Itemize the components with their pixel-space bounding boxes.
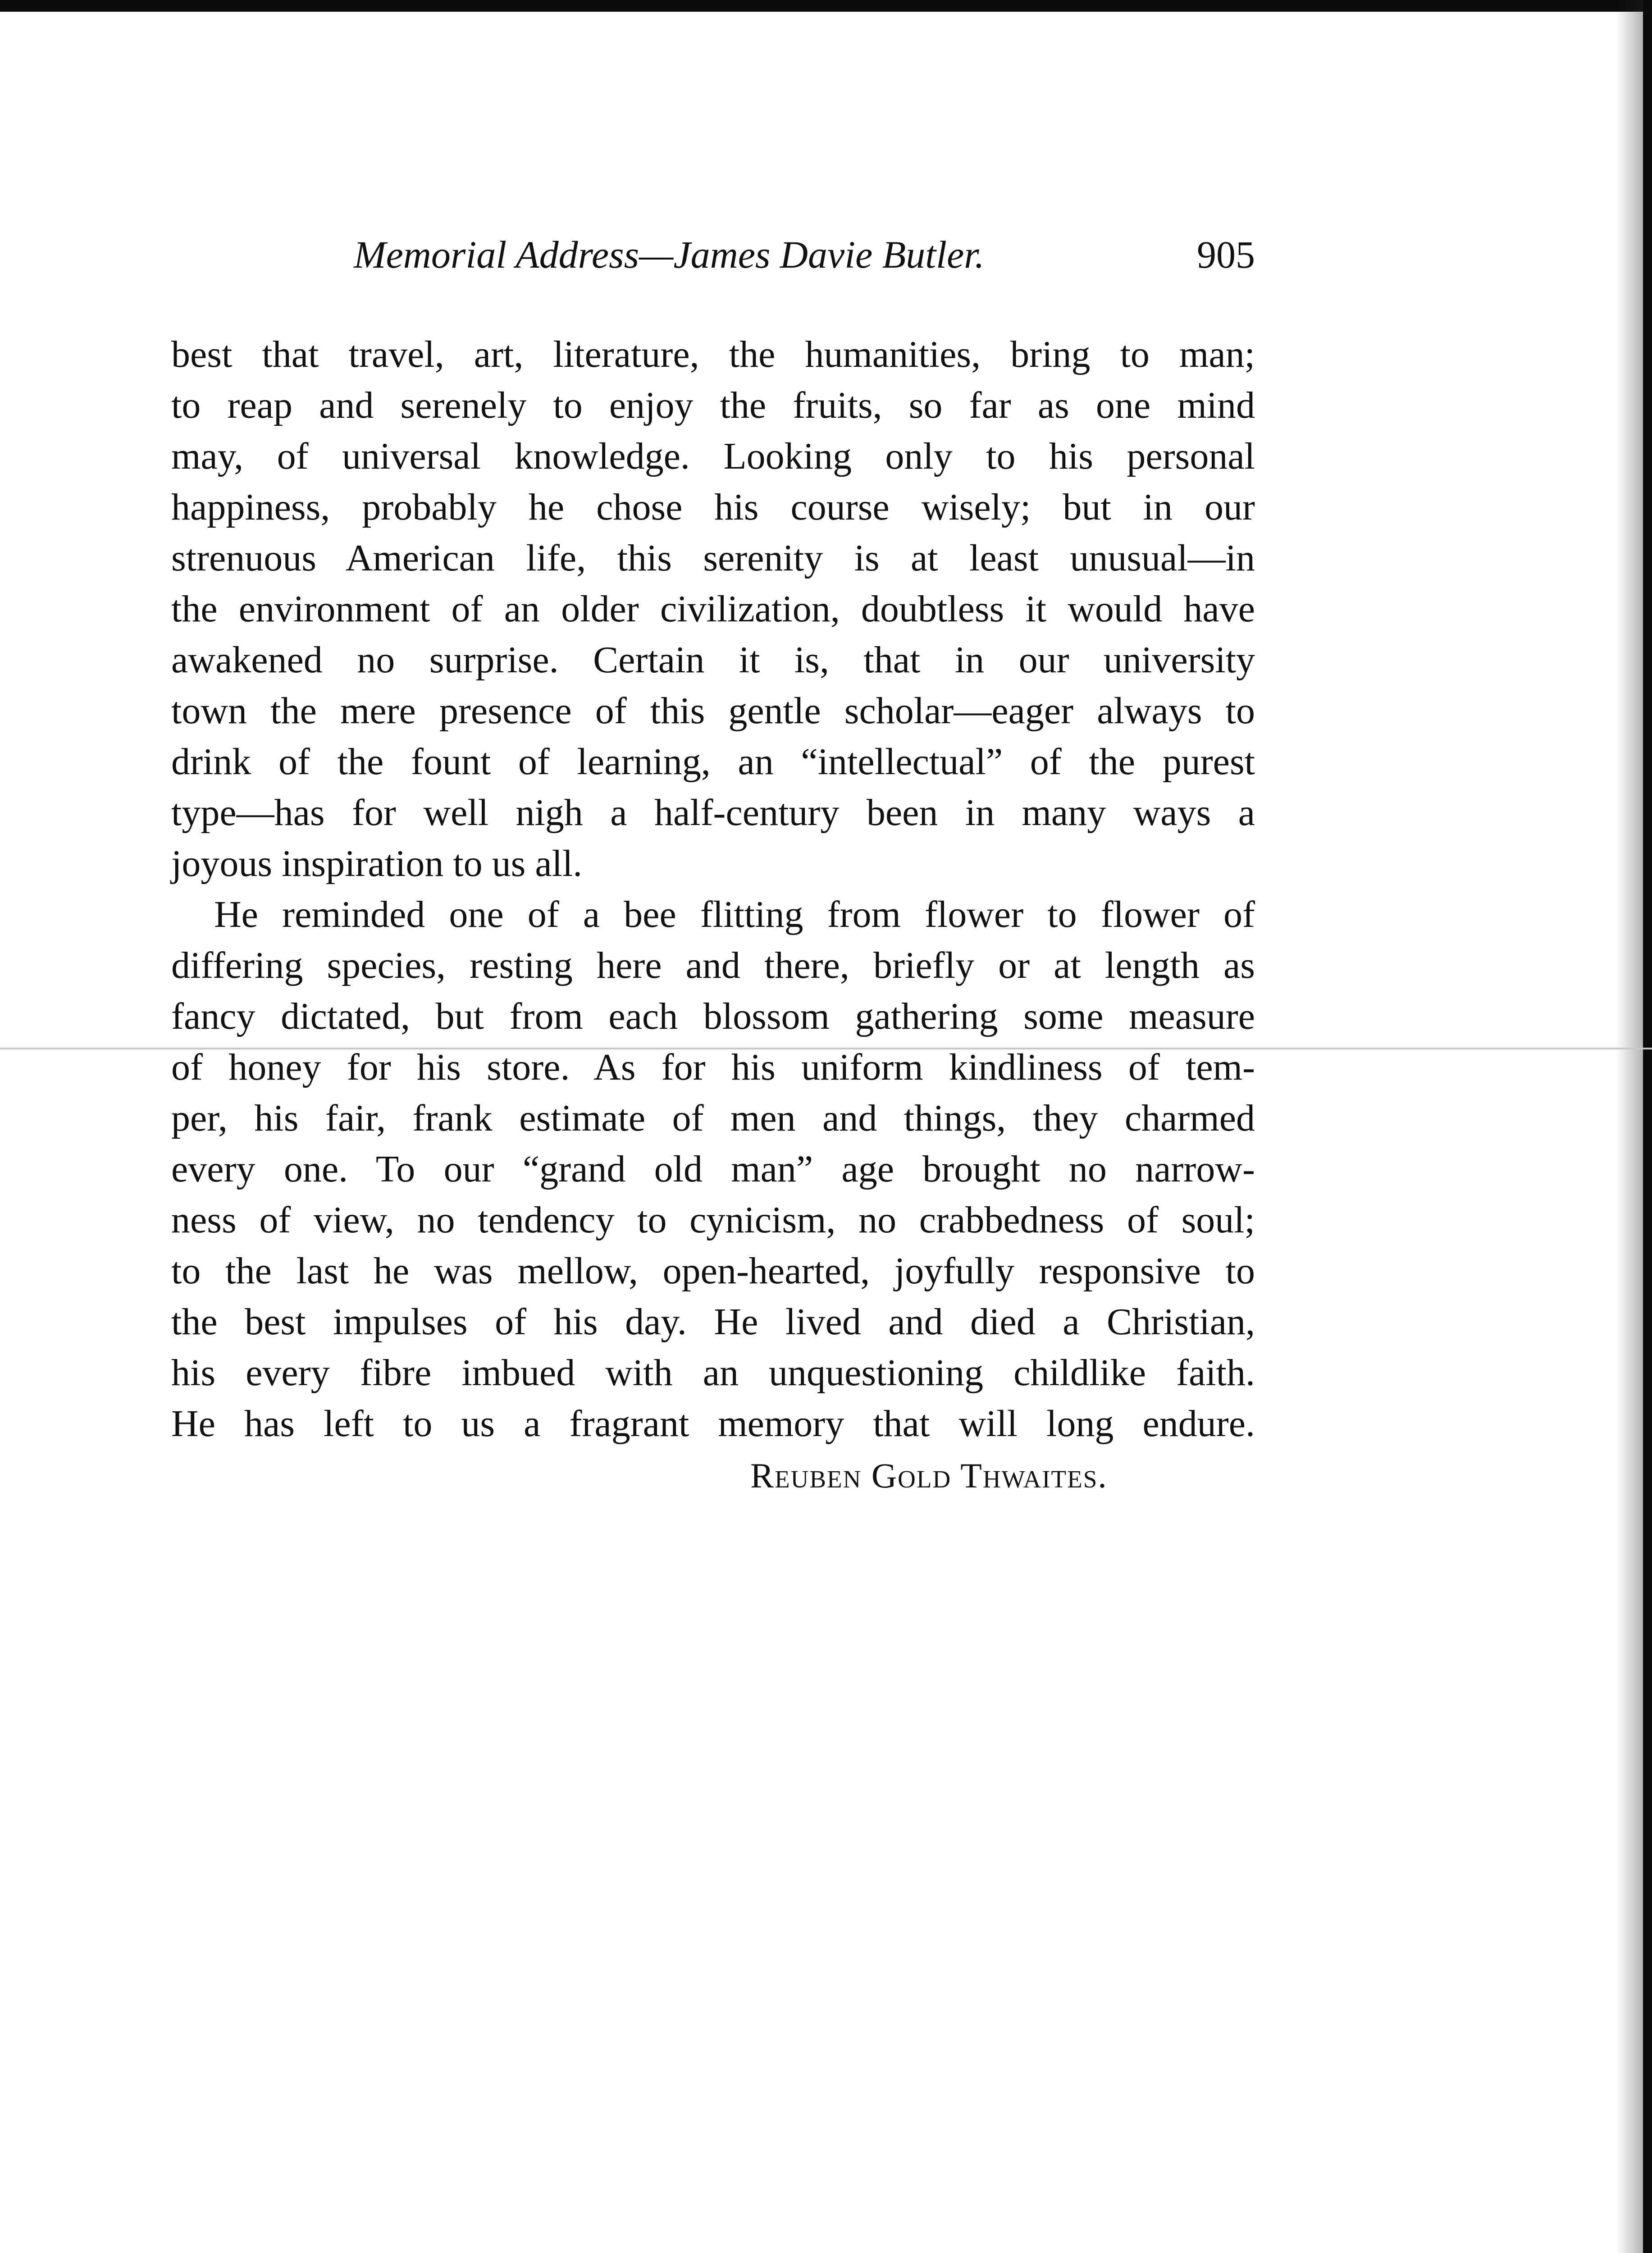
text-line: the environment of an older civilization, doubtless it would have xyxy=(171,588,1255,630)
paragraph-2 xyxy=(171,889,1255,1449)
text-line: He has left to us a fragrant memory that will long endure. xyxy=(171,1403,1255,1445)
text-line: He reminded one of a bee flitting from flower to flower of xyxy=(214,894,1255,935)
scan-edge-shadow xyxy=(1616,0,1643,2253)
text-line: every one. To our “grand old man” age brought no narrow- xyxy=(171,1148,1255,1190)
text-line: town the mere presence of this gentle scholar—eager always to xyxy=(171,690,1255,732)
scan-edge-top xyxy=(0,0,1652,12)
text-line: best that travel, art, literature, the humanities, bring to man; xyxy=(171,333,1255,375)
text-line: ness of view, no tendency to cynicism, no crabbedness of soul; xyxy=(171,1199,1255,1241)
text-line: awakened no surprise. Certain it is, that in our university xyxy=(171,639,1255,681)
text-line: differing species, resting here and there, briefly or at length as xyxy=(171,944,1255,986)
text-line: his every fibre imbued with an unquestioning childlike faith. xyxy=(171,1352,1255,1394)
running-head xyxy=(171,228,1255,282)
text-line: of honey for his store. As for his uniform kindliness of tem- xyxy=(171,1046,1255,1088)
text-line: may, of universal knowledge. Looking only to his personal xyxy=(171,435,1255,477)
page-number: 905 xyxy=(1197,233,1255,276)
text-line: drink of the fount of learning, an “intellectual” of the purest xyxy=(171,741,1255,783)
text-line: to the last he was mellow, open-hearted, joyfully responsive to xyxy=(171,1250,1255,1292)
text-line: happiness, probably he chose his course wisely; but in our xyxy=(171,486,1255,528)
running-title: Memorial Address—James Davie Butler. xyxy=(354,233,985,276)
text-line: type—has for well nigh a half-century been in many ways a xyxy=(171,792,1255,834)
text-line: joyous inspiration to us all. xyxy=(171,843,583,885)
text-line: to reap and serenely to enjoy the fruits, so far as one mind xyxy=(171,384,1255,426)
text-line: fancy dictated, but from each blossom gathering some measure xyxy=(171,995,1255,1037)
body-text xyxy=(171,329,1255,1449)
scan-edge-right xyxy=(1643,0,1652,2253)
text-line: the best impulses of his day. He lived and died a Christian, xyxy=(171,1301,1255,1343)
text-line: strenuous American life, this serenity is at least unusual—in xyxy=(171,537,1255,579)
paragraph-1 xyxy=(171,329,1255,889)
text-line: per, his fair, frank estimate of men and things, they charmed xyxy=(171,1097,1255,1139)
author-signature: Reuben Gold Thwaites. xyxy=(750,1456,1108,1495)
